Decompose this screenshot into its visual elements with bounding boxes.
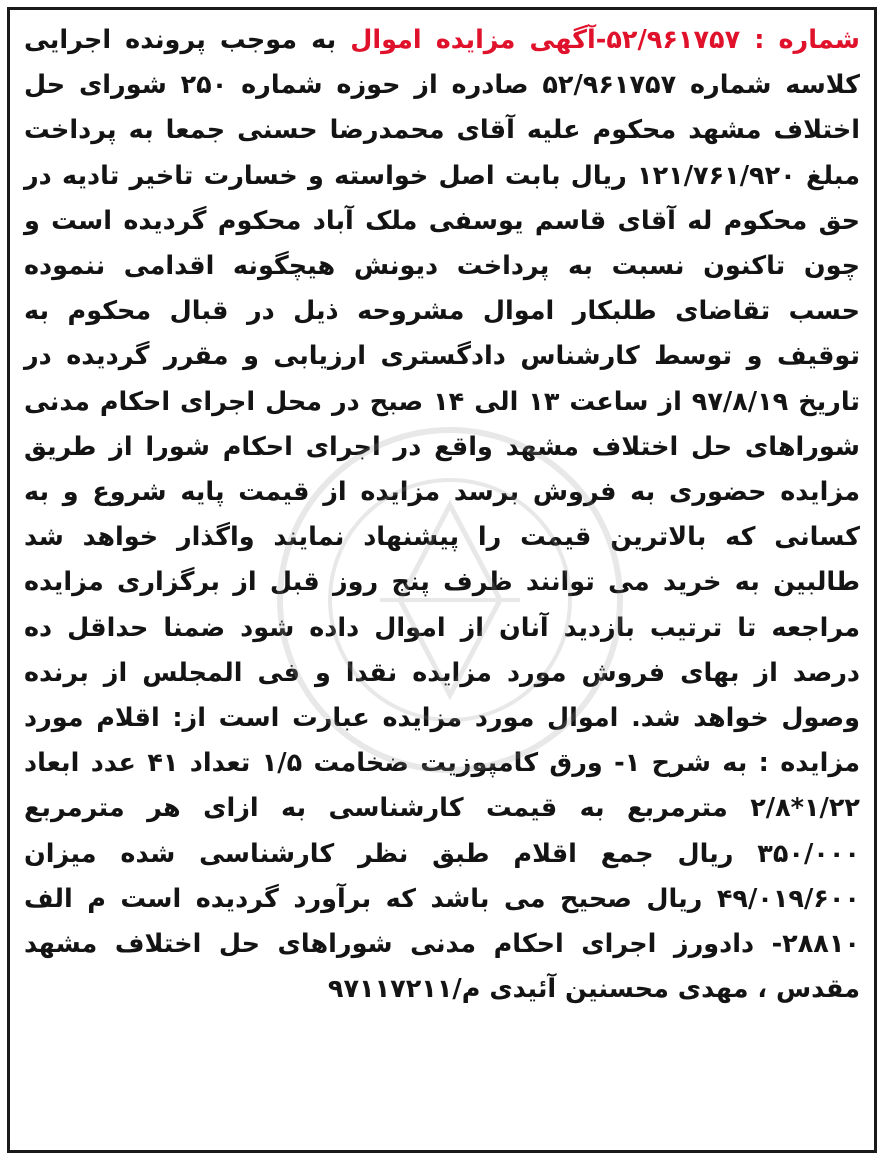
notice-code: م/۹۷۱۱۷۲۱۱ [327, 974, 481, 1005]
notice-text [24, 18, 860, 1012]
notice-body: به موجب پرونده اجرایی کلاسه شماره ۵۲/۹۶۱۷۵۷ صادره از حوزه شماره ۲۵۰ شورای حل اختلاف مشهد محکوم علیه آقای محمدرضا حسنی جمعا به پرداخت مبلغ ۱۲۱/۷۶۱/۹۲۰ ریال بابت اصل خواسته و خسارت تاخیر تادیه در حق محکوم له آقای قاسم یوسفی ملک آباد محکوم گردیده است و چون تاکنون نسبت به پرداخت دیونش هیچگونه اقدامی ننموده حسب تقاضای طلبکار اموال مشروحه ذیل در قبال محکوم به توقیف و توسط کارشناس دادگستری ارزیابی و مقرر گردیده در تاریخ ۹۷/۸/۱۹ از ساعت ۱۳ الی ۱۴ صبح در محل اجرای احکام مدنی شوراهای حل اختلاف مشهد واقع در اجرای احکام شورا از طریق مزایده حضوری به فروش برسد مزایده از قیمت پایه شروع و به کسانی که بالاترین قیمت را پیشنهاد نمایند واگذار خواهد شد طالبین به خرید می توانند ظرف پنج روز قبل از برگزاری مزایده مراجعه تا ترتیب بازدید آنان از اموال داده شود ضمنا حداقل ده درصد از بهای فروش مورد مزایده نقدا و فی المجلس از برنده وصول خواهد شد. اموال مورد مزایده عبارت است از: اقلام مورد مزایده : به شرح ۱- ورق کامپوزیت ضخامت ۱/۵ تعداد ۴۱ عدد ابعاد ۱/۲۲*۲/۸ مترمربع به قیمت کارشناسی به ازای هر مترمربع ۳۵۰/۰۰۰ ریال جمع اقلام طبق نظر کارشناسی شده میزان ۴۹/۰۱۹/۶۰۰ ریال صحیح می باشد که برآورد گردیده است م الف ۲۸۸۱۰- دادورز اجرای احکام مدنی شوراهای حل اختلاف مشهد مقدس ، مهدی محسنین آئیدی [24, 25, 861, 1005]
auction-notice [7, 7, 877, 1153]
notice-headline: شماره : ۵۲/۹۶۱۷۵۷-آگهی مزایده اموال [350, 25, 860, 55]
